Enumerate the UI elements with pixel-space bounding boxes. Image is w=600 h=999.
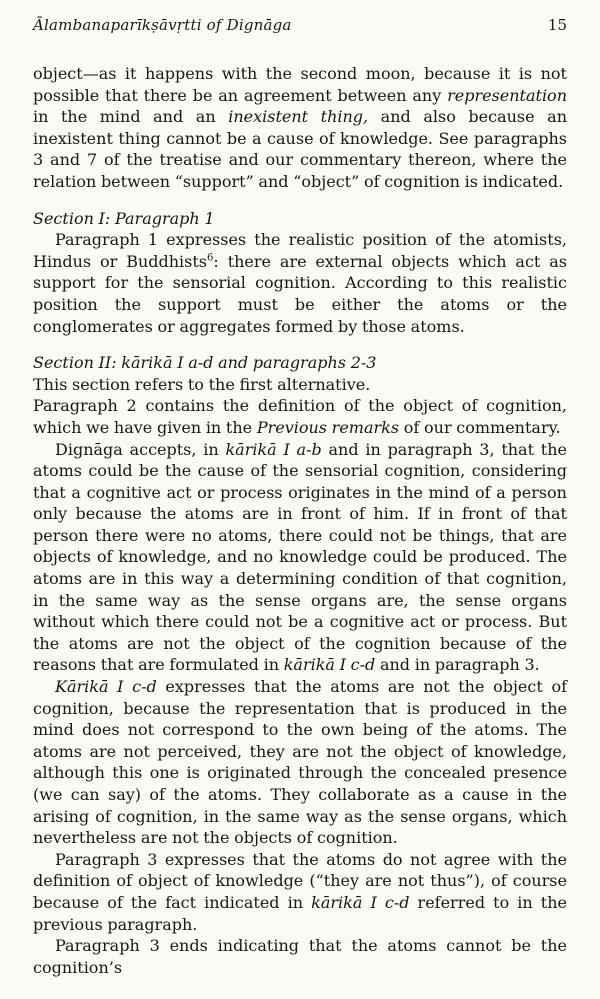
paragraph: Kārikā I c-d expresses that the atoms are not the object of cognition, because the representation that is produced in the mind does not correspond to the own being of the atoms. The atoms are not perceived, they are not the object of knowledge, although this one is originated through the concealed presence (we can say) of the atoms. They collaborate as a cause in the arising of cognition, in the same way as the sense organs, which nevertheless are not the objects of cognition.: [33, 677, 568, 848]
running-header: [33, 16, 567, 34]
paragraph: Paragraph 1 expresses the realistic position of the atomists, Hindus or Buddhists$^6$: there are external objects which act as support for the sensorial cognition. According to this realistic position the support must be either the atoms or the conglomerates or aggregates formed by those atoms.: [33, 230, 568, 336]
page-body: [33, 63, 567, 978]
paragraph: Paragraph 3 ends indicating that the atoms cannot be the cognition’s: [33, 936, 567, 977]
paragraph: object—as it happens with the second moon, because it is not possible that there be an agreement between any representation in the mind and an inexistent thing, and also because an inexistent thing cannot be a cause of knowledge. See paragraphs 3 and 7 of the treatise and our commentary thereon, where the relation between “support” and “object” of cognition is indicated.: [33, 64, 567, 191]
section-heading: Section II: kārikā I a-d and paragraphs 2-3: [33, 353, 377, 373]
section-heading: Section I: Paragraph 1: [33, 208, 215, 228]
paragraph: Paragraph 2 contains the definition of the object of cognition, which we have given in the Previous remarks of our commentary.: [33, 396, 567, 437]
paragraph: Paragraph 3 expresses that the atoms do not agree with the definition of object of knowledge (“they are not thus”), of course because of the fact indicated in kārikā I c-d referred to in the previous paragraph.: [33, 849, 567, 934]
paragraph: This section refers to the first alternative.: [33, 374, 371, 394]
running-header-title: Ālambanaparīkṣāvṛtti of Dignāga: [33, 16, 292, 34]
paragraph: Dignāga accepts, in kārikā I a-b and in paragraph 3, that the atoms could be the cause of the sensorial cognition, considering that a cognitive act or process originates in the mind of a person only because the atoms are in front of him. If in front of that person there were no atoms, there could not be things, that are objects of knowledge, and no knowledge could be produced. The atoms are in this way a determining condition of that cognition, in the same way as the sense organs are, the sense organs without which there could not be a cognitive act or process. But the atoms are not the object of the cognition because of the reasons that are formulated in kārikā I c-d and in paragraph 3.: [33, 439, 567, 675]
footnote-reference: 6: [207, 252, 214, 264]
page-number: 15: [547, 16, 567, 34]
